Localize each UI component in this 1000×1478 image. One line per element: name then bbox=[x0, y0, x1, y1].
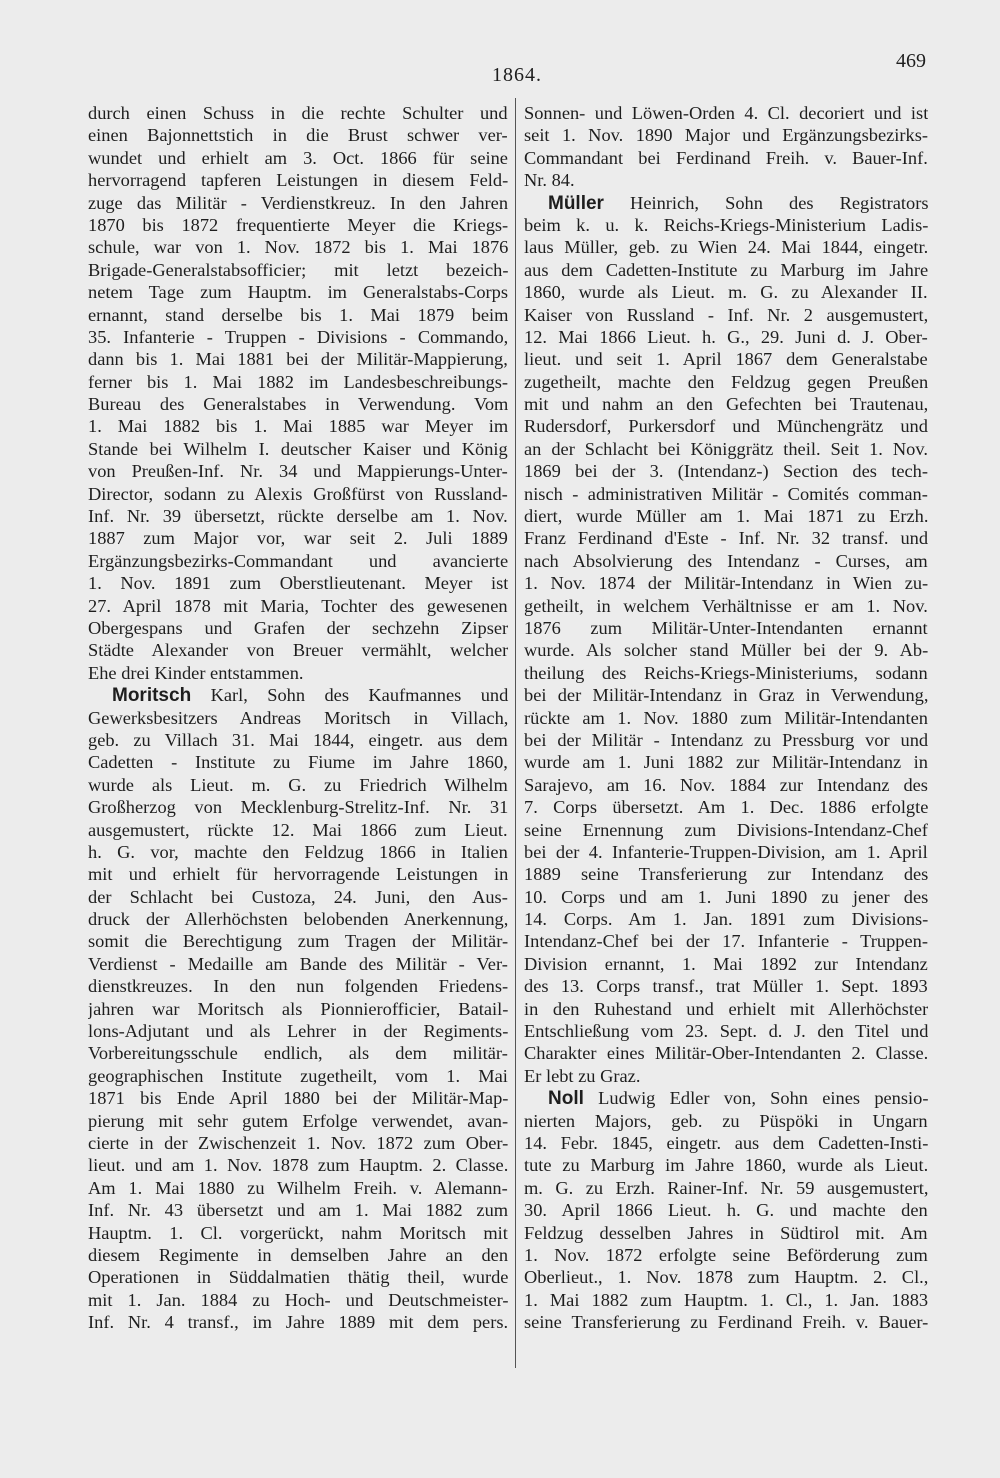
text-line bbox=[88, 348, 508, 370]
line-text: rückte am 1. Nov. 1880 zum Militär-Intendanten bbox=[524, 707, 928, 728]
text-line bbox=[88, 1289, 508, 1311]
line-text: Großherzog von Mecklenburg-Strelitz-Inf. Nr. 31 bbox=[88, 797, 508, 818]
text-line bbox=[524, 147, 928, 169]
text-line bbox=[88, 460, 508, 482]
text-line bbox=[88, 281, 508, 303]
line-text: Hauptm. 1. Cl. vorgerückt, nahm Moritsch mit bbox=[88, 1222, 508, 1243]
line-text: wurde am 1. Juni 1882 zur Militär-Intendanz in bbox=[524, 752, 928, 773]
text-line bbox=[524, 169, 928, 191]
text-line bbox=[524, 102, 928, 124]
text-line bbox=[88, 326, 508, 348]
line-text: Ergänzungsbezirks-Commandant und avancierte bbox=[88, 550, 508, 571]
text-line bbox=[88, 841, 508, 863]
line-text: des 13. Corps transf., trat Müller 1. Sept. 1893 bbox=[524, 976, 928, 997]
line-text: Obergespans und Grafen der sechzehn Zipser bbox=[88, 617, 508, 638]
text-line bbox=[88, 1177, 508, 1199]
line-text: 1860, wurde als Lieut. m. G. zu Alexander II. bbox=[524, 282, 928, 303]
line-text: Oberlieut., 1. Nov. 1878 zum Hauptm. 2. Cl., bbox=[524, 1267, 928, 1288]
text-line bbox=[88, 707, 508, 729]
line-text: Am 1. Mai 1880 zu Wilhelm Freih. v. Alemann- bbox=[88, 1177, 508, 1198]
line-text: 1876 zum Militär-Unter-Intendanten ernannt bbox=[524, 617, 928, 638]
line-text: Sarajevo, am 16. Nov. 1884 zur Intendanz des bbox=[524, 774, 928, 795]
line-text: seit 1. Nov. 1890 Major und Ergänzungsbezirks- bbox=[524, 125, 928, 146]
text-line bbox=[88, 505, 508, 527]
line-text: nach Absolvierung des Intendanz - Curses, am bbox=[524, 550, 928, 571]
line-text: Franz Ferdinand d'Este - Inf. Nr. 32 transf. und bbox=[524, 528, 928, 549]
line-text: dann bis 1. Mai 1881 bei der Militär-Mappierung, bbox=[88, 349, 508, 370]
text-line bbox=[88, 662, 508, 684]
entry-surname: Moritsch bbox=[112, 685, 192, 707]
text-line bbox=[524, 550, 928, 572]
text-line bbox=[88, 1311, 508, 1333]
line-text: Er lebt zu Graz. bbox=[524, 1065, 641, 1086]
text-line bbox=[524, 998, 928, 1020]
line-text: Cadetten - Institute zu Fiume im Jahre 1860, bbox=[88, 752, 508, 773]
text-line bbox=[88, 147, 508, 169]
text-line bbox=[524, 639, 928, 661]
line-text: druck der Allerhöchsten belobenden Anerkennung, bbox=[88, 909, 508, 930]
line-text: geb. zu Villach 31. Mai 1844, eingetr. aus dem bbox=[88, 729, 508, 750]
text-line bbox=[524, 259, 928, 281]
line-text: Charakter eines Militär-Ober-Intendanten 2. Classe. bbox=[524, 1043, 928, 1064]
line-text: Feldzug desselben Jahres in Südtirol mit. Am bbox=[524, 1222, 928, 1243]
left-column bbox=[88, 102, 508, 1333]
text-line bbox=[524, 124, 928, 146]
text-line bbox=[524, 751, 928, 773]
line-text: 30. April 1866 Lieut. h. G. und machte den bbox=[524, 1200, 928, 1221]
text-line bbox=[524, 214, 928, 236]
line-text: netem Tage zum Hauptm. im Generalstabs-Corps bbox=[88, 282, 508, 303]
text-line bbox=[88, 975, 508, 997]
text-line bbox=[524, 236, 928, 258]
line-text: an der Schlacht bei Königgrätz theil. Seit 1. Nov. bbox=[524, 438, 928, 459]
line-text: lons-Adjutant und als Lehrer in der Regiments- bbox=[88, 1021, 508, 1042]
text-line bbox=[88, 124, 508, 146]
line-text: diert, wurde Müller am 1. Mai 1871 zu Erzh. bbox=[524, 506, 928, 527]
text-line bbox=[88, 684, 532, 706]
line-text: 1. Mai 1882 zum Hauptm. 1. Cl., 1. Jan. 1883 bbox=[524, 1289, 928, 1310]
line-text: 1869 bei der 3. (Intendanz-) Section des tech- bbox=[524, 461, 928, 482]
entry-surname: Noll bbox=[548, 1088, 584, 1110]
line-text: theilung des Reichs-Kriegs-Ministeriums, sodann bbox=[524, 662, 928, 683]
line-text: Vorbereitungsschule endlich, als dem militär- bbox=[88, 1043, 508, 1064]
text-line bbox=[88, 483, 508, 505]
text-line bbox=[88, 102, 508, 124]
line-text: 1. Nov. 1872 erfolgte seine Beförderung zum bbox=[524, 1244, 928, 1265]
text-line bbox=[88, 1087, 508, 1109]
text-line bbox=[88, 393, 508, 415]
text-line bbox=[88, 953, 508, 975]
text-line bbox=[524, 415, 928, 437]
line-text: beim k. u. k. Reichs-Kriegs-Ministerium Ladis- bbox=[524, 214, 928, 235]
line-text: mit und nahm an den Gefechten bei Trautenau, bbox=[524, 394, 928, 415]
line-text: einen Bajonnettstich in die Brust schwer ver- bbox=[88, 125, 508, 146]
running-head-year: 1864. bbox=[492, 64, 542, 86]
line-text: von Preußen-Inf. Nr. 34 und Mappierungs-Unter- bbox=[88, 461, 508, 482]
line-text: wurde. Als solcher stand Müller bei der 9. Ab- bbox=[524, 640, 928, 661]
text-line bbox=[524, 1289, 928, 1311]
text-line bbox=[524, 1065, 928, 1087]
page-number: 469 bbox=[896, 50, 926, 72]
line-text: 1887 zum Major vor, war seit 2. Juli 1889 bbox=[88, 528, 508, 549]
text-line bbox=[524, 192, 952, 214]
line-text: 1889 seine Transferierung zur Intendanz des bbox=[524, 864, 928, 885]
line-text: laus Müller, geb. zu Wien 24. Mai 1844, eingetr. bbox=[524, 237, 928, 258]
line-text: Sonnen- und Löwen-Orden 4. Cl. decoriert und ist bbox=[524, 103, 928, 123]
line-text: wurde als Lieut. m. G. zu Friedrich Wilhelm bbox=[88, 774, 508, 795]
line-text: 35. Infanterie - Truppen - Divisions - Commando, bbox=[88, 326, 508, 347]
line-text: Director, sodann zu Alexis Großfürst von Russland- bbox=[88, 483, 508, 504]
text-line bbox=[88, 886, 508, 908]
text-line bbox=[524, 393, 928, 415]
line-text: jahren war Moritsch als Pionnierofficier, Batail- bbox=[88, 998, 508, 1019]
text-line bbox=[524, 1020, 928, 1042]
line-text: Kaiser von Russland - Inf. Nr. 2 ausgemustert, bbox=[524, 304, 928, 325]
line-text: Städte Alexander von Breuer vermählt, welcher bbox=[88, 640, 508, 661]
text-line bbox=[88, 595, 508, 617]
line-text: 10. Corps und am 1. Juni 1890 zu jener des bbox=[524, 886, 928, 907]
line-text: bei der Militär-Intendanz in Graz in Verwendung, bbox=[524, 685, 928, 706]
line-text: Inf. Nr. 43 übersetzt und am 1. Mai 1882 zum bbox=[88, 1200, 508, 1221]
line-text: Commandant bei Ferdinand Freih. v. Bauer-Inf. bbox=[524, 147, 928, 168]
text-line bbox=[524, 863, 928, 885]
text-line bbox=[524, 1244, 928, 1266]
text-line bbox=[524, 617, 928, 639]
line-text: Gewerksbesitzers Andreas Moritsch in Villach, bbox=[88, 707, 508, 728]
text-line bbox=[88, 415, 508, 437]
text-line bbox=[88, 192, 508, 214]
line-text: lieut. und am 1. Nov. 1878 zum Hauptm. 2. Classe. bbox=[88, 1155, 508, 1176]
text-line bbox=[524, 371, 928, 393]
text-line bbox=[524, 572, 928, 594]
text-line bbox=[524, 527, 928, 549]
text-line bbox=[524, 1266, 928, 1288]
text-line bbox=[88, 930, 508, 952]
text-line bbox=[524, 348, 928, 370]
text-line bbox=[88, 304, 508, 326]
text-line bbox=[524, 908, 928, 930]
text-line bbox=[524, 483, 928, 505]
text-line bbox=[524, 304, 928, 326]
line-text: zugetheilt, machte den Feldzug gegen Preußen bbox=[524, 371, 928, 392]
text-line bbox=[524, 595, 928, 617]
text-line bbox=[88, 1020, 508, 1042]
line-text: Entschließung vom 23. Sept. d. J. den Titel und bbox=[524, 1021, 928, 1042]
line-text: aus dem Cadetten-Institute zu Marburg im Jahre bbox=[524, 259, 928, 280]
line-text: durch einen Schuss in die rechte Schulter und bbox=[88, 103, 508, 123]
text-line bbox=[88, 371, 508, 393]
text-line bbox=[88, 550, 508, 572]
text-line bbox=[88, 1199, 508, 1221]
text-line bbox=[88, 1042, 508, 1064]
text-line bbox=[88, 617, 508, 639]
line-text: cierte in der Zwischenzeit 1. Nov. 1872 zum Ober- bbox=[88, 1132, 508, 1153]
text-line bbox=[524, 1177, 928, 1199]
text-line bbox=[88, 796, 508, 818]
line-text: Nr. 84. bbox=[524, 170, 575, 191]
line-text: 27. April 1878 mit Maria, Tochter des gewesenen bbox=[88, 595, 508, 616]
line-text: Intendanz-Chef bei der 17. Infanterie - Truppen- bbox=[524, 931, 928, 952]
line-text: 1. Mai 1882 bis 1. Mai 1885 war Meyer im bbox=[88, 416, 508, 437]
line-text: Rudersdorf, Purkersdorf und Münchengrätz und bbox=[524, 416, 928, 437]
line-text: 1870 bis 1872 frequentierte Meyer die Kriegs- bbox=[88, 214, 508, 235]
line-text: zuge das Militär - Verdienstkreuz. In den Jahren bbox=[88, 192, 508, 213]
line-text: seine Transferierung zu Ferdinand Freih. v. Bauer- bbox=[524, 1312, 928, 1333]
line-text: ferner bis 1. Mai 1882 im Landesbeschreibungs- bbox=[88, 371, 508, 392]
line-text: 1871 bis Ende April 1880 bei der Militär-Map- bbox=[88, 1088, 508, 1109]
line-text: Inf. Nr. 4 transf., im Jahre 1889 mit dem pers. bbox=[88, 1312, 508, 1333]
text-line bbox=[88, 236, 508, 258]
text-line bbox=[524, 953, 928, 975]
text-line bbox=[524, 796, 928, 818]
line-text: Ehe drei Kinder entstammen. bbox=[88, 662, 304, 683]
text-line bbox=[88, 908, 508, 930]
line-text: mit und erhielt für hervorragende Leistungen in bbox=[88, 864, 508, 885]
line-text: diesem Regimente in demselben Jahre an den bbox=[88, 1244, 508, 1265]
text-line bbox=[88, 169, 508, 191]
text-line bbox=[88, 1132, 508, 1154]
line-text: der Schlacht bei Custoza, 24. Juni, den Aus- bbox=[88, 886, 508, 907]
text-line bbox=[88, 1154, 508, 1176]
line-text: getheilt, in welchem Verhältnisse er am 1. Nov. bbox=[524, 595, 928, 616]
text-line bbox=[88, 1266, 508, 1288]
line-text: Brigade-Generalstabsofficier; mit letzt bezeich- bbox=[88, 259, 508, 280]
text-line bbox=[88, 1244, 508, 1266]
line-text: 1. Nov. 1874 der Militär-Intendanz in Wien zu- bbox=[524, 573, 928, 594]
text-line bbox=[88, 1110, 508, 1132]
text-line bbox=[524, 1222, 928, 1244]
text-line bbox=[88, 259, 508, 281]
text-line bbox=[524, 1132, 928, 1154]
text-line bbox=[524, 1311, 928, 1333]
text-line bbox=[524, 886, 928, 908]
text-line bbox=[524, 326, 928, 348]
line-text: tute zu Marburg im Jahre 1860, wurde als Lieut. bbox=[524, 1155, 928, 1176]
line-text: in den Ruhestand und erhielt mit Allerhöchster bbox=[524, 998, 928, 1019]
line-text: dienstkreuzes. In den nun folgenden Friedens- bbox=[88, 976, 508, 997]
line-text: geographischen Institute zugetheilt, vom 1. Mai bbox=[88, 1065, 508, 1086]
text-line bbox=[88, 819, 508, 841]
text-line bbox=[524, 975, 928, 997]
text-line bbox=[524, 1042, 928, 1064]
entry-surname: Müller bbox=[548, 192, 604, 214]
text-line bbox=[524, 505, 928, 527]
line-text: 1. Nov. 1891 zum Oberstlieutenant. Meyer ist bbox=[88, 573, 508, 594]
text-line bbox=[524, 684, 928, 706]
line-text: 14. Febr. 1845, eingetr. aus dem Cadetten-Insti- bbox=[524, 1132, 928, 1153]
text-line bbox=[524, 1199, 928, 1221]
text-line bbox=[524, 707, 928, 729]
text-line bbox=[524, 1110, 928, 1132]
text-line bbox=[88, 572, 508, 594]
line-text: ausgemustert, rückte 12. Mai 1866 zum Lieut. bbox=[88, 819, 508, 840]
text-line bbox=[88, 998, 508, 1020]
text-line bbox=[88, 774, 508, 796]
line-text: ernannt, stand derselbe bis 1. Mai 1879 beim bbox=[88, 304, 508, 325]
text-line bbox=[524, 1087, 952, 1109]
text-line bbox=[88, 1065, 508, 1087]
text-line bbox=[524, 841, 928, 863]
line-text: seine Ernennung zum Divisions-Intendanz-Chef bbox=[524, 819, 928, 840]
text-line bbox=[524, 729, 928, 751]
line-text: schule, war von 1. Nov. 1872 bis 1. Mai 1876 bbox=[88, 237, 508, 258]
line-text: 12. Mai 1866 Lieut. h. G., 29. Juni d. J. Ober- bbox=[524, 326, 928, 347]
line-text: wundet und erhielt am 3. Oct. 1866 für seine bbox=[88, 147, 508, 168]
line-text: Inf. Nr. 39 übersetzt, rückte derselbe am 1. Nov. bbox=[88, 506, 508, 527]
line-text: nierten Majors, geb. zu Püspöki in Ungarn bbox=[524, 1110, 928, 1131]
text-line bbox=[524, 281, 928, 303]
line-text: somit die Berechtigung zum Tragen der Militär- bbox=[88, 931, 508, 952]
text-line bbox=[524, 819, 928, 841]
text-line bbox=[88, 527, 508, 549]
text-line bbox=[524, 1154, 928, 1176]
line-text: Stande bei Wilhelm I. deutscher Kaiser und König bbox=[88, 438, 508, 459]
text-line bbox=[88, 639, 508, 661]
line-text: pierung mit sehr gutem Erfolge verwendet, avan- bbox=[88, 1110, 508, 1131]
text-line bbox=[88, 438, 508, 460]
line-text: nisch - administrativen Militär - Comités comman- bbox=[524, 483, 928, 504]
text-line bbox=[524, 438, 928, 460]
text-line bbox=[88, 863, 508, 885]
line-text: hervorragend tapferen Leistungen in diesem Feld- bbox=[88, 170, 508, 191]
line-text: m. G. zu Erzh. Rainer-Inf. Nr. 59 ausgemustert, bbox=[524, 1177, 928, 1198]
line-text: Bureau des Generalstabes in Verwendung. Vom bbox=[88, 394, 508, 415]
line-text: 7. Corps übersetzt. Am 1. Dec. 1886 erfolgte bbox=[524, 797, 928, 818]
line-text: h. G. vor, machte den Feldzug 1866 in Italien bbox=[88, 841, 508, 862]
line-text: 14. Corps. Am 1. Jan. 1891 zum Divisions- bbox=[524, 909, 928, 930]
text-line bbox=[88, 751, 508, 773]
text-line bbox=[524, 930, 928, 952]
line-text: mit 1. Jan. 1884 zu Hoch- und Deutschmeister- bbox=[88, 1289, 508, 1310]
text-line bbox=[88, 214, 508, 236]
text-line bbox=[524, 662, 928, 684]
line-text: bei der Militär - Intendanz zu Pressburg vor und bbox=[524, 729, 928, 750]
line-text: Heinrich, Sohn des Registrators bbox=[603, 192, 929, 213]
text-line bbox=[88, 729, 508, 751]
text-line bbox=[88, 1222, 508, 1244]
line-text: Operationen in Süddalmatien thätig theil, wurde bbox=[88, 1267, 508, 1288]
line-text: Verdienst - Medaille am Bande des Militär - Ver- bbox=[88, 953, 508, 974]
line-text: Karl, Sohn des Kaufmannes und bbox=[191, 685, 509, 706]
line-text: Ludwig Edler von, Sohn eines pensio- bbox=[583, 1088, 929, 1109]
column-divider bbox=[515, 98, 516, 1368]
line-text: Division ernannt, 1. Mai 1892 zur Intendanz bbox=[524, 953, 928, 974]
right-column bbox=[524, 102, 928, 1333]
line-text: lieut. und seit 1. April 1867 dem Generalstabe bbox=[524, 349, 928, 370]
line-text: bei der 4. Infanterie-Truppen-Division, am 1. April bbox=[524, 841, 928, 862]
text-line bbox=[524, 460, 928, 482]
text-line bbox=[524, 774, 928, 796]
